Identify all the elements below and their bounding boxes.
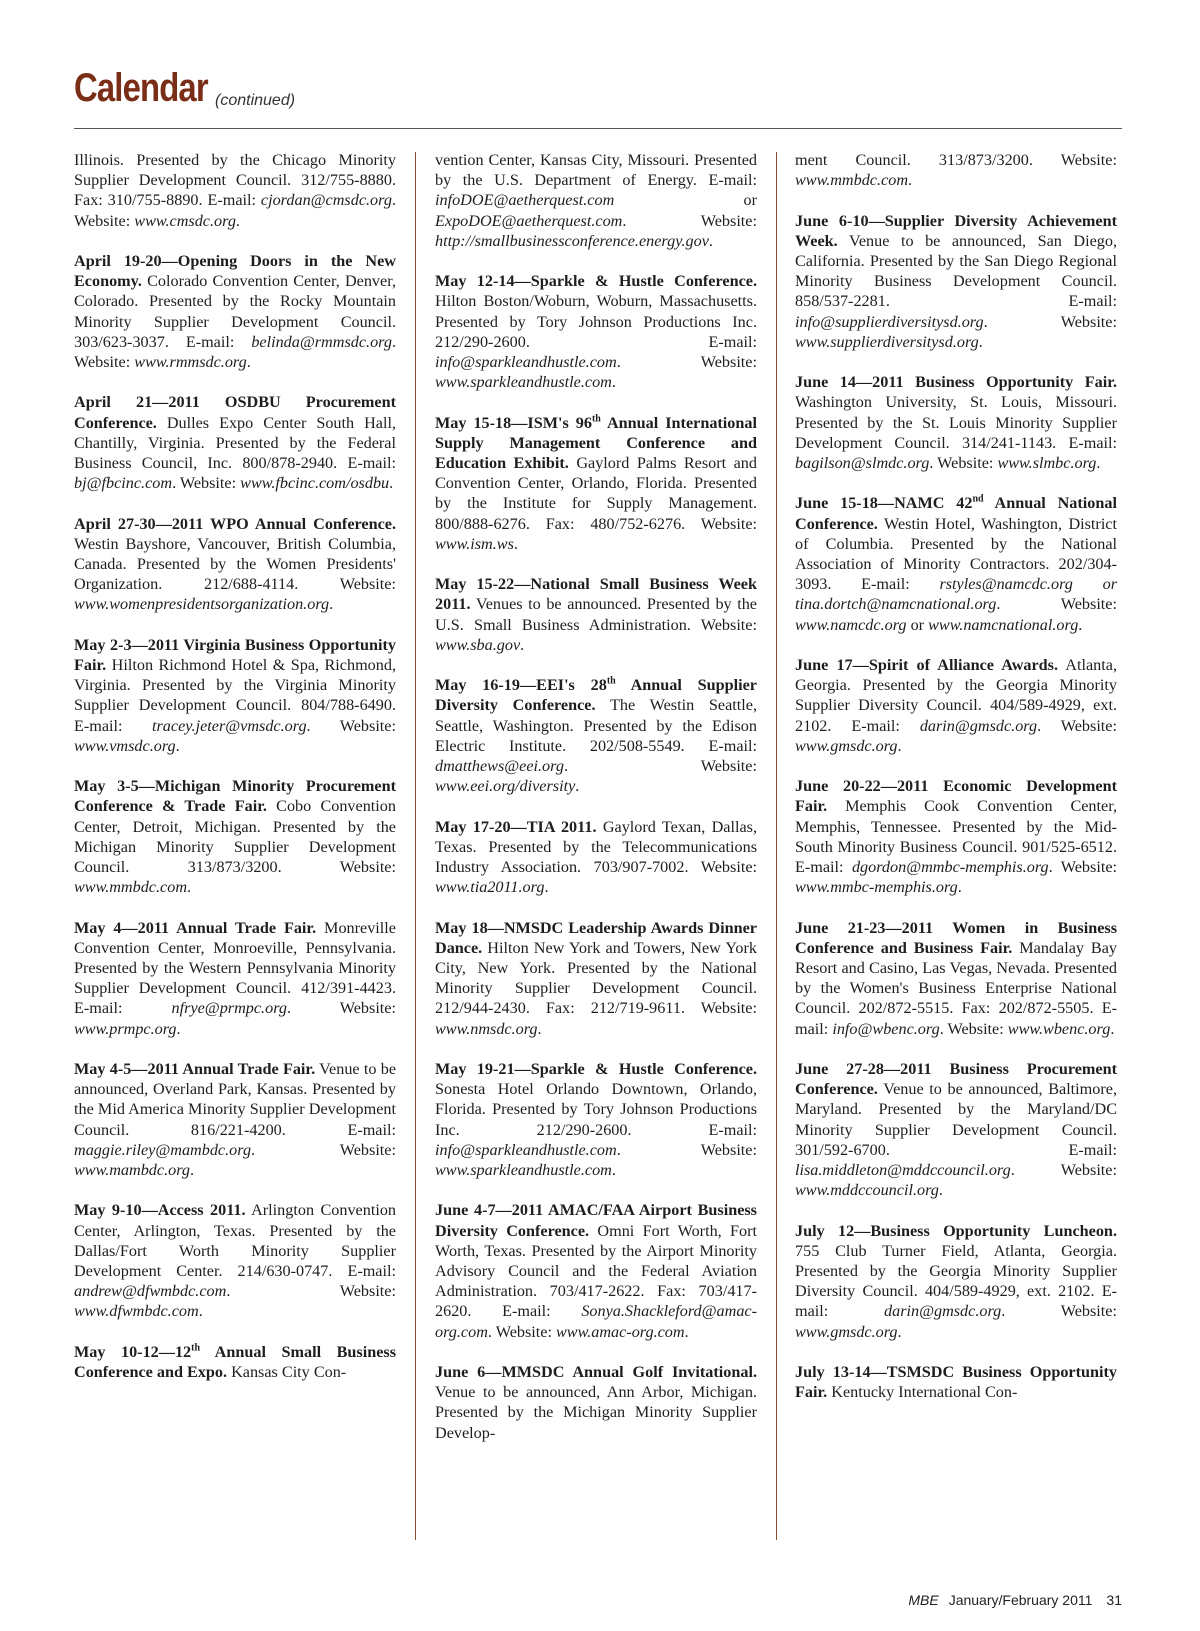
event-title: Annual Supplier Diversity Conference. xyxy=(435,676,757,715)
email-address: bj@fbcinc.com xyxy=(74,474,173,493)
website-url: www.gmsdc.org xyxy=(795,736,898,755)
event-title: June 27-28—2011 Business Procurement Conference. xyxy=(795,1060,1117,1099)
event-title: June 15-18—NAMC 42 xyxy=(795,494,973,513)
email-address: maggie.riley@mambdc.org xyxy=(74,1140,252,1159)
separator-text: . Website: xyxy=(616,353,757,372)
event-details: Kentucky International Con- xyxy=(827,1383,1018,1402)
website-url: www.sparkleandhustle.com xyxy=(435,1161,612,1180)
event-details: Venue to be announced, Ann Arbor, Michigan. Presented by the Michigan Minority Supplier Develop- xyxy=(435,1383,757,1442)
event-title xyxy=(972,494,983,512)
website-url: ExpoDOE@aetherquest.com xyxy=(435,211,623,230)
separator-text: . Website: xyxy=(74,191,396,230)
calendar-entry xyxy=(74,1059,396,1180)
end-punctuation: . xyxy=(1096,454,1101,473)
end-punctuation: . xyxy=(246,353,251,372)
event-details: Atlanta, Georgia. Presented by the Georgia Minority Supplier Diversity Council. 404/589-4929, ext. 2102. E-mail: xyxy=(795,656,1117,735)
end-punctuation: . xyxy=(908,171,913,190)
separator-text: . Website: xyxy=(983,312,1117,331)
calendar-entry xyxy=(435,1200,757,1341)
end-punctuation: . xyxy=(708,231,713,250)
event-details: Westin Bayshore, Vancouver, British Columbia, Canada. Presented by the Women Presidents' Organization. 212/688-4114. Website: xyxy=(74,534,396,594)
event-title: June 17—Spirit of Alliance Awards. xyxy=(795,656,1059,675)
event-details: Hilton New York and Towers, New York City, New York. Presented by the National Minority Supplier Development Council. 212/944-2430. Fax: 212/719-9611. Website: xyxy=(435,938,757,1018)
event-details: Westin Hotel, Washington, District of Columbia. Presented by the National Association of Minority Contractors. 202/304-3093. E-mail: xyxy=(795,514,1117,594)
calendar-entry xyxy=(435,271,757,392)
header-rule xyxy=(74,128,1122,129)
event-title: May 16-19—EEI's 28 xyxy=(435,676,607,695)
end-punctuation: . xyxy=(187,878,192,897)
website-url: www.womenpresidentsorganization.org xyxy=(74,595,330,614)
event-title: June 14—2011 Business Opportunity Fair. xyxy=(795,373,1117,392)
website-url: www.amac-org.com xyxy=(556,1322,685,1341)
end-punctuation: . xyxy=(235,211,240,230)
page-subtitle: (continued) xyxy=(215,92,296,109)
end-punctuation: . xyxy=(1078,615,1083,634)
event-title: June 20-22—2011 Economic Development Fair. xyxy=(795,777,1117,816)
website-url: www.slmbc.org xyxy=(997,454,1097,473)
calendar-entry xyxy=(74,514,396,615)
end-punctuation: . xyxy=(978,332,983,351)
website-url: www.fbcinc.com/osdbu xyxy=(240,474,390,493)
end-punctuation: . xyxy=(611,1161,616,1180)
calendar-entry xyxy=(795,1362,1117,1402)
separator-text: . Website: xyxy=(1001,1302,1117,1321)
separator-text: . Website: xyxy=(622,211,757,230)
event-details: Gaylord Palms Resort and Convention Center, Orlando, Florida. Presented by the Institute for Supply Management. 800/888-6276. Fax: 480/752-6276. Website: xyxy=(435,454,757,533)
website-url: www.tia2011.org xyxy=(435,878,545,897)
end-punctuation: . xyxy=(190,1161,195,1180)
event-details: Arlington Convention Center, Arlington, Texas. Presented by the Dallas/Fort Worth Minority Supplier Development Center. 214/630-0747. E-mail: xyxy=(74,1201,397,1281)
ordinal-suffix: nd xyxy=(972,494,984,506)
separator-text: . Website: xyxy=(929,454,998,473)
end-punctuation: . xyxy=(389,474,394,493)
email-address: dgordon@mmbc-memphis.org xyxy=(851,858,1049,877)
event-title: Annual National Conference. xyxy=(795,494,1117,533)
email-address: nfrye@prmpc.org xyxy=(171,999,287,1018)
website-url: www.mmbdc.com xyxy=(795,171,909,190)
website-url: www.sba.gov xyxy=(435,635,521,654)
website-url: www.ism.ws xyxy=(435,534,514,553)
calendar-entry xyxy=(435,675,757,796)
website-url: http://smallbusinessconference.energy.gov xyxy=(435,231,709,250)
event-title xyxy=(607,676,616,694)
website-url: www.cmsdc.org xyxy=(134,211,236,230)
email-address: belinda@rmmsdc.org xyxy=(251,332,392,351)
calendar-entry xyxy=(795,776,1117,897)
email-address: info@supplierdiversitysd.org xyxy=(795,312,984,331)
end-punctuation: . xyxy=(957,878,962,897)
event-details: Venue to be announced, Baltimore, Maryland. Presented by the Maryland/DC Minority Supplier Development Council. 301/592-6700. E-mail: xyxy=(795,1080,1117,1159)
event-details: Kansas City Con- xyxy=(227,1363,347,1382)
website-url: www.nmsdc.org xyxy=(435,1019,538,1038)
event-details: Venue to be announced, San Diego, California. Presented by the San Diego Regional Minority Business Development Council. 858/537-2281. E-mail: xyxy=(795,231,1117,311)
issue-date: January/February 2011 xyxy=(948,1592,1093,1608)
event-details: Venue to be announced, Overland Park, Kansas. Presented by the Mid America Minority Supplier Development Council. 816/221-4200. E-mail: xyxy=(74,1060,396,1139)
separator-text: . Website: xyxy=(939,1019,1008,1038)
page-title: Calendar xyxy=(74,66,208,110)
event-details: ment Council. 313/873/3200. Website: xyxy=(795,151,1117,169)
separator-text: . Website: xyxy=(172,474,241,493)
website-url: www.mmbc-memphis.org xyxy=(795,878,958,897)
event-title: May 4—2011 Annual Trade Fair. xyxy=(74,918,317,937)
website-url: www.eei.org/diversity xyxy=(435,777,576,796)
calendar-column-3 xyxy=(795,150,1117,1423)
event-details: The Westin Seattle, Seattle, Washington. Presented by the Edison Electric Institute. 202/508-5549. E-mail: xyxy=(435,696,758,755)
end-punctuation: . xyxy=(175,736,180,755)
event-title: May 15-22—National Small Business Week 2011. xyxy=(435,575,757,614)
separator-text: or xyxy=(614,191,757,210)
website-url: www.sparkleandhustle.com xyxy=(435,373,612,392)
end-punctuation: . xyxy=(897,736,902,755)
separator-text: or xyxy=(906,615,929,634)
website-url: www.vmsdc.org xyxy=(74,736,176,755)
email-address: darin@gmsdc.org xyxy=(884,1302,1002,1321)
event-details: Monreville Convention Center, Monroeville, Pennsylvania. Presented by the Western Pennsylvania Minority Supplier Development Council. 412/391-4423. E-mail: xyxy=(74,918,396,1018)
website-url: www.wbenc.org xyxy=(1007,1019,1111,1038)
end-punctuation: . xyxy=(575,777,580,796)
email-address: info@sparkleandhustle.com xyxy=(435,1140,617,1159)
website-url: www.mambdc.org xyxy=(74,1161,191,1180)
event-details: Washington University, St. Louis, Missouri. Presented by the St. Louis Minority Supplier Development Council. 314/241-1143. E-mail: xyxy=(795,393,1117,452)
separator-text: . Website: xyxy=(1010,1161,1117,1180)
separator-text: . Website: xyxy=(74,332,396,372)
separator-text: . Website: xyxy=(996,595,1117,614)
event-title xyxy=(191,1343,200,1361)
end-punctuation: . xyxy=(684,1322,689,1341)
email-address: rstyles@namcdc.org or tina.dortch@namcnational.org xyxy=(795,575,1117,614)
event-title: April 19-20—Opening Doors in the New Economy. xyxy=(74,252,396,291)
email-address: cjordan@cmsdc.org xyxy=(260,191,392,210)
event-title: June 4-7—2011 AMAC/FAA Airport Business Diversity Conference. xyxy=(435,1201,757,1240)
ordinal-suffix: th xyxy=(591,413,601,425)
end-punctuation: . xyxy=(544,878,549,897)
calendar-entry xyxy=(435,574,757,655)
calendar-entry xyxy=(435,918,757,1039)
event-title: May 19-21—Sparkle & Hustle Conference. xyxy=(435,1060,757,1079)
event-details: Illinois. Presented by the Chicago Minority Supplier Development Council. 312/755-8880. Fax: 310/755-8890. E-mail: xyxy=(74,151,396,210)
event-title: May 9-10—Access 2011. xyxy=(74,1201,246,1220)
end-punctuation: . xyxy=(198,1302,203,1321)
calendar-entry xyxy=(74,776,396,897)
magazine-name: MBE xyxy=(908,1592,939,1608)
event-title: May 4-5—2011 Annual Trade Fair. xyxy=(74,1060,316,1079)
end-punctuation: . xyxy=(329,595,334,614)
website-url: www.prmpc.org xyxy=(74,1019,177,1038)
event-details: Dulles Expo Center South Hall, Chantilly, Virginia. Presented by the Federal Business Council, Inc. 800/878-2940. E-mail: xyxy=(74,413,396,473)
calendar-entry xyxy=(74,918,396,1039)
calendar-entry xyxy=(795,372,1117,473)
page-number: 31 xyxy=(1106,1592,1122,1608)
event-details: 755 Club Turner Field, Atlanta, Georgia. Presented by the Georgia Minority Supplier Diversity Council. 404/589-4929, ext. 2102. E-mail: xyxy=(795,1241,1117,1321)
email-address: tracey.jeter@vmsdc.org xyxy=(152,716,307,735)
calendar-entry xyxy=(435,1362,757,1443)
calendar-entry xyxy=(74,251,396,372)
event-details: vention Center, Kansas City, Missouri. Presented by the U.S. Department of Energy. E-mail: xyxy=(435,151,757,190)
calendar-entry xyxy=(74,1342,396,1382)
website-url: www.namcdc.org xyxy=(795,615,907,634)
website-url: www.dfwmbdc.com xyxy=(74,1302,199,1321)
event-details: Venues to be announced. Presented by the U.S. Small Business Administration. Website: xyxy=(435,595,757,634)
event-details: Cobo Convention Center, Detroit, Michigan. Presented by the Michigan Minority Supplier Development Council. 313/873/3200. Website: xyxy=(74,797,396,877)
calendar-entry xyxy=(795,1059,1117,1200)
event-details: Gaylord Texan, Dallas, Texas. Presented by the Telecommunications Industry Association. 703/907-7002. Website: xyxy=(435,817,757,877)
email-address: infoDOE@aetherquest.com xyxy=(435,191,615,210)
calendar-entry xyxy=(74,635,396,756)
event-details: Sonesta Hotel Orlando Downtown, Orlando, Florida. Presented by Tory Johnson Productions Inc. 212/290-2600. E-mail: xyxy=(435,1080,757,1139)
website-url: www.mmbdc.com xyxy=(74,878,188,897)
end-punctuation: . xyxy=(897,1322,902,1341)
separator-text: . Website: xyxy=(1037,716,1117,735)
event-details: Hilton Richmond Hotel & Spa, Richmond, Virginia. Presented by the Virginia Minority Supplier Development Council. 804/788-6490. E-mail: xyxy=(74,656,396,735)
calendar-entry xyxy=(795,150,1117,190)
separator-text: . Website: xyxy=(287,999,396,1018)
calendar-column-2 xyxy=(435,150,757,1463)
separator-text: . Website: xyxy=(616,1140,757,1159)
event-title: April 27-30—2011 WPO Annual Conference. xyxy=(74,514,396,533)
website-url: www.mddccouncil.org xyxy=(795,1181,939,1200)
end-punctuation: . xyxy=(1110,1019,1115,1038)
website-url: www.supplierdiversitysd.org xyxy=(795,332,979,351)
event-title: Annual Small Business Conference and Expo. xyxy=(74,1342,396,1382)
separator-text: . Website: xyxy=(306,716,396,735)
event-title: May 12-14—Sparkle & Hustle Conference. xyxy=(435,272,757,291)
ordinal-suffix: th xyxy=(191,1342,201,1354)
event-details: Colorado Convention Center, Denver, Colorado. Presented by the Rocky Mountain Minority Supplier Development Council. 303/623-3037. E-mail: xyxy=(74,272,396,351)
calendar-entry xyxy=(795,211,1117,352)
calendar-entry xyxy=(74,1200,396,1321)
website-url: www.namcnational.org xyxy=(928,615,1079,634)
end-punctuation: . xyxy=(520,635,525,654)
event-title: May 3-5—Michigan Minority Procurement Conference & Trade Fair. xyxy=(74,777,396,816)
calendar-entry xyxy=(795,1221,1117,1342)
event-title: Annual International Supply Management Conference and Education Exhibit. xyxy=(435,413,757,473)
event-title: May 2-3—2011 Virginia Business Opportunity Fair. xyxy=(74,635,396,675)
event-title xyxy=(592,414,601,432)
event-title: June 6—MMSDC Annual Golf Invitational. xyxy=(435,1363,757,1382)
website-url: www.rmmsdc.org xyxy=(134,353,247,372)
end-punctuation: . xyxy=(513,534,518,553)
event-title: May 18—NMSDC Leadership Awards Dinner Dance. xyxy=(435,918,757,957)
separator-text: . Website: xyxy=(1048,858,1117,877)
email-address: lisa.middleton@mddccouncil.org xyxy=(795,1161,1011,1180)
separator-text: . Website: xyxy=(226,1282,396,1301)
website-url: www.gmsdc.org xyxy=(795,1322,898,1341)
event-title: July 13-14—TSMSDC Business Opportunity Fair. xyxy=(795,1363,1117,1402)
email-address: andrew@dfwmbdc.com xyxy=(74,1282,227,1301)
event-title: May 10-12—12 xyxy=(74,1342,192,1361)
event-title: June 6-10—Supplier Diversity Achievement Week. xyxy=(795,211,1117,250)
end-punctuation: . xyxy=(938,1181,943,1200)
page-header xyxy=(74,66,1122,128)
event-details: Hilton Boston/Woburn, Woburn, Massachusetts. Presented by Tory Johnson Productions Inc. 212/290-2600. E-mail: xyxy=(435,292,757,351)
email-address: bagilson@slmdc.org xyxy=(795,454,930,473)
column-divider xyxy=(415,152,416,1540)
email-address: darin@gmsdc.org xyxy=(919,716,1038,735)
email-address: dmatthews@eei.org xyxy=(435,757,564,776)
calendar-entry xyxy=(435,413,757,554)
calendar-entry xyxy=(74,150,396,231)
calendar-entry xyxy=(795,655,1117,756)
calendar-entry xyxy=(435,817,757,898)
separator-text: . Website: xyxy=(251,1140,396,1159)
column-divider xyxy=(776,152,777,1540)
event-title: April 21—2011 OSDBU Procurement Conference. xyxy=(74,393,396,432)
email-address: Sonya.Shackleford@amac-org.com xyxy=(435,1302,757,1341)
event-title: May 17-20—TIA 2011. xyxy=(435,817,597,836)
calendar-entry xyxy=(435,1059,757,1180)
separator-text: . Website: xyxy=(563,757,757,776)
email-address: info@sparkleandhustle.com xyxy=(435,353,617,372)
calendar-column-1 xyxy=(74,150,396,1402)
email-address: info@wbenc.org xyxy=(832,1019,940,1038)
ordinal-suffix: th xyxy=(606,675,616,687)
calendar-entry xyxy=(795,918,1117,1039)
event-title: May 15-18—ISM's 96 xyxy=(435,413,592,432)
calendar-entry xyxy=(435,150,757,251)
calendar-entry xyxy=(74,392,396,493)
end-punctuation: . xyxy=(176,1019,181,1038)
page-footer xyxy=(908,1592,1122,1608)
end-punctuation: . xyxy=(611,373,616,392)
event-details: Omni Fort Worth, Fort Worth, Texas. Presented by the Airport Minority Advisory Council and the Federal Aviation Administration. 703/417-2622. Fax: 703/417-2620. E-mail: xyxy=(435,1221,757,1321)
event-details: Mandalay Bay Resort and Casino, Las Vegas, Nevada. Presented by the Women's Business Enterprise National Council. 202/872-5515. Fax: 202/872-5505. E-mail: xyxy=(795,938,1117,1038)
event-details: Memphis Cook Convention Center, Memphis, Tennessee. Presented by the Mid-South Minority Business Council. 901/525-6512. E-mail: xyxy=(795,797,1117,877)
end-punctuation: . xyxy=(537,1019,542,1038)
event-title: June 21-23—2011 Women in Business Conference and Business Fair. xyxy=(795,918,1117,957)
separator-text: . Website: xyxy=(487,1322,556,1341)
event-title: July 12—Business Opportunity Luncheon. xyxy=(795,1221,1117,1240)
calendar-entry xyxy=(795,493,1117,634)
